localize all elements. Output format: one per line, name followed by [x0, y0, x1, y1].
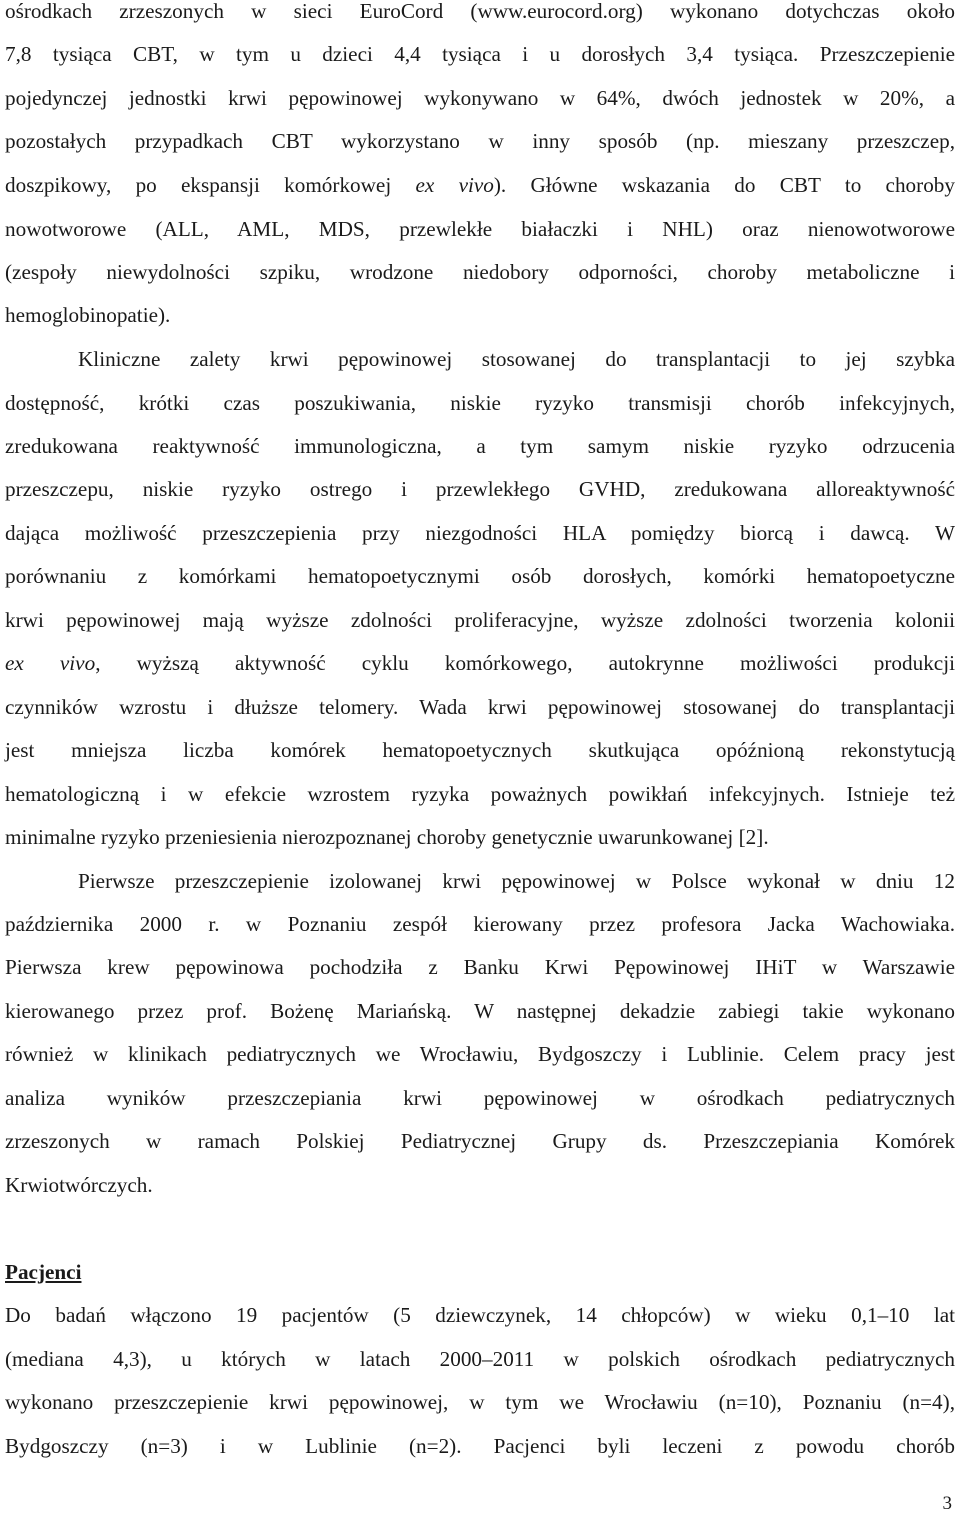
- text-line: października 2000 r. w Poznaniu zespół kierowany przez profesora Jacka Wachowiaka.: [5, 912, 955, 936]
- text-line: również w klinikach pediatrycznych we Wrocławiu, Bydgoszczy i Lublinie. Celem pracy jest: [5, 1042, 955, 1066]
- text-span: doszpikowy, po ekspansji komórkowej: [5, 173, 416, 197]
- text-line: (mediana 4,3), u których w latach 2000–2011 w polskich ośrodkach pediatrycznych: [5, 1347, 955, 1371]
- text-line: Krwiotwórczych.: [5, 1173, 153, 1197]
- text-line: (zespoły niewydolności szpiku, wrodzone niedobory odporności, choroby metaboliczne i: [5, 260, 955, 284]
- text-line: analiza wyników przeszczepiania krwi pępowinowej w ośrodkach pediatrycznych: [5, 1086, 955, 1110]
- page-number: 3: [942, 1493, 952, 1514]
- italic-term: ex vivo: [5, 651, 96, 675]
- text-line: pozostałych przypadkach CBT wykorzystano w inny sposób (np. mieszany przeszczep,: [5, 129, 955, 153]
- text-line: czynników wzrostu i dłuższe telomery. Wada krwi pępowinowej stosowanej do transplantacji: [5, 695, 955, 719]
- text-line: dostępność, krótki czas poszukiwania, niskie ryzyko transmisji chorób infekcyjnych,: [5, 391, 955, 415]
- text-line: przeszczepu, niskie ryzyko ostrego i przewlekłego GVHD, zredukowana alloreaktywność: [5, 477, 955, 501]
- text-line: hemoglobinopatie).: [5, 303, 171, 327]
- italic-term: ex vivo: [415, 173, 494, 197]
- text-line: jest mniejsza liczba komórek hematopoetycznych skutkująca opóźnioną rekonstytucją: [5, 738, 955, 762]
- section-heading: Pacjenci: [5, 1260, 82, 1284]
- text-line: krwi pępowinowej mają wyższe zdolności proliferacyjne, wyższe zdolności tworzenia kolonii: [5, 608, 955, 632]
- text-line: porównaniu z komórkami hematopoetycznymi osób dorosłych, komórki hematopoetyczne: [5, 564, 955, 588]
- text-line: Do badań włączono 19 pacjentów (5 dziewczynek, 14 chłopców) w wieku 0,1–10 lat: [5, 1303, 955, 1327]
- text-line: [5, 650, 955, 676]
- text-line: zrzeszonych w ramach Polskiej Pediatrycznej Grupy ds. Przeszczepiania Komórek: [5, 1129, 955, 1153]
- text-line: ośrodkach zrzeszonych w sieci EuroCord (www.eurocord.org) wykonano dotychczas około: [5, 0, 955, 23]
- text-line: Pierwsze przeszczepienie izolowanej krwi pępowinowej w Polsce wykonał w dniu 12: [78, 869, 955, 893]
- text-span: , wyższą aktywność cyklu komórkowego, autokrynne możliwości produkcji: [95, 651, 955, 675]
- text-line: 7,8 tysiąca CBT, w tym u dzieci 4,4 tysiąca i u dorosłych 3,4 tysiąca. Przeszczepienie: [5, 42, 955, 66]
- text-line: [5, 172, 955, 198]
- text-line: minimalne ryzyko przeniesienia nierozpoznanej choroby genetycznie uwarunkowanej [2].: [5, 825, 769, 849]
- text-line: dająca możliwość przeszczepienia przy niezgodności HLA pomiędzy biorcą i dawcą. W: [5, 521, 955, 545]
- text-line: Pierwsza krew pępowinowa pochodziła z Banku Krwi Pępowinowej IHiT w Warszawie: [5, 955, 955, 979]
- text-line: nowotworowe (ALL, AML, MDS, przewlekłe białaczki i NHL) oraz nienowotworowe: [5, 217, 955, 241]
- text-line: kierowanego przez prof. Bożenę Mariańską. W następnej dekadzie zabiegi takie wykonano: [5, 999, 955, 1023]
- text-line: pojedynczej jednostki krwi pępowinowej wykonywano w 64%, dwóch jednostek w 20%, a: [5, 86, 955, 110]
- text-line: Kliniczne zalety krwi pępowinowej stosowanej do transplantacji to jej szybka: [78, 347, 955, 371]
- text-line: hematologiczną i w efekcie wzrostem ryzyka poważnych powikłań infekcyjnych. Istnieje też: [5, 782, 955, 806]
- text-line: wykonano przeszczepienie krwi pępowinowej, w tym we Wrocławiu (n=10), Poznaniu (n=4),: [5, 1390, 955, 1414]
- text-line: zredukowana reaktywność immunologiczna, a tym samym niskie ryzyko odrzucenia: [5, 434, 955, 458]
- text-line: Bydgoszczy (n=3) i w Lublinie (n=2). Pacjenci byli leczeni z powodu chorób: [5, 1434, 955, 1458]
- text-span: ). Główne wskazania do CBT to choroby: [493, 173, 955, 197]
